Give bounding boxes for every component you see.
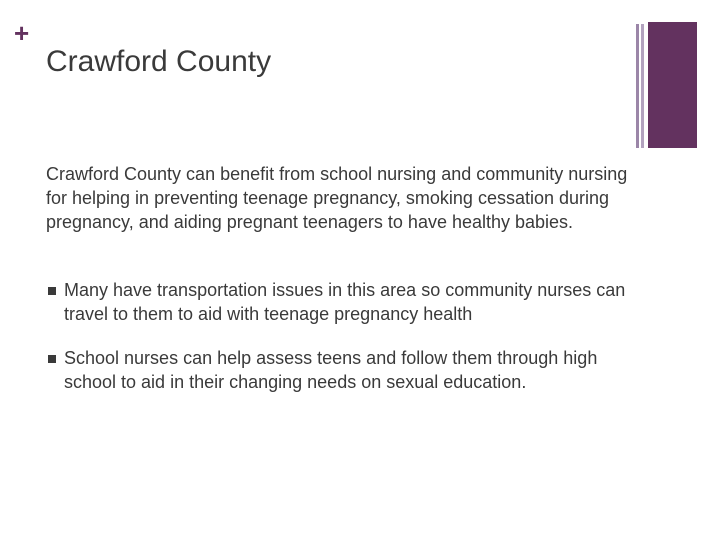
- bullet-item: [46, 346, 646, 394]
- plus-icon: +: [14, 18, 30, 48]
- bullet-text: Many have transportation issues in this area so community nurses can travel to them to aid with teenage pregnancy health: [64, 280, 626, 324]
- bullet-list: [46, 278, 646, 414]
- slide-title: Crawford County: [46, 45, 272, 78]
- decorative-accent-block: [648, 22, 697, 148]
- bullet-text: School nurses can help assess teens and follow them through high school to aid in their changing needs on sexual education.: [64, 348, 598, 392]
- intro-paragraph: Crawford County can benefit from school nursing and community nursing for helping in preventing teenage pregnancy, smoking cessation during pregnancy, and aiding pregnant teenagers to have healthy babies.: [46, 164, 628, 232]
- square-bullet-icon: [48, 355, 56, 363]
- bullet-item: [46, 278, 646, 326]
- square-bullet-icon: [48, 287, 56, 295]
- decorative-thin-bar: [636, 24, 639, 148]
- decorative-medium-bar: [641, 24, 644, 148]
